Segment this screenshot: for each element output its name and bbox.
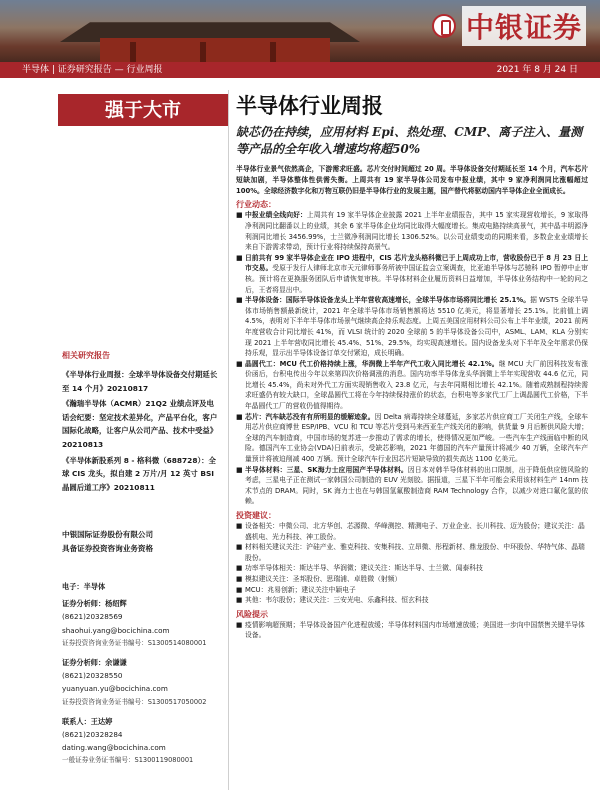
- bullet-icon: ■: [236, 620, 243, 629]
- analyst-cert: 一般证券业务证书编号：S1300119080001: [62, 756, 194, 765]
- analyst-name: 证券分析师：杨绍辉: [62, 599, 127, 609]
- contact-block: [62, 580, 222, 768]
- list-item: ■ 芯片：汽车缺芯没有有所明显的缓解迹象。因 Delta 病毒持续全球蔓延，多家芯片供应商工厂关闭生产线，全球车用芯片供应商博世 ESP/IPB、VCU 和 TCU 等芯片受到马来西亚生产线关闭的影响，供货量 9 月后断供风险大增；全球的汽车制造商，中国市场的复苏进一步推动了需求的增长，使得情况更加严峻。一些汽车生产线面临中断的风险。德国汽车工业协会(VDA)日前表示，受缺芯影响，2021 年德国的汽车产量预计将减少 40 万辆，全球汽车产量预计将被迫削减 400 万辆。预计全球汽车行业因芯片短缺导致的损失高达 1100 亿美元。: [236, 412, 588, 464]
- list-item: ■ 其他：韦尔股份；建议关注：三安光电、乐鑫科技、恒玄科技: [236, 596, 429, 605]
- analyst-name: 证券分析师：余谦谦: [62, 658, 127, 668]
- analyst-email[interactable]: yuanyuan.yu@bocichina.com: [62, 684, 168, 694]
- rating-badge: 强于大市: [58, 94, 228, 126]
- main-content: [236, 82, 588, 641]
- firm-name: 中银国际证券股份有限公司: [62, 530, 154, 539]
- bullet-icon: ■: [236, 522, 243, 531]
- industry-dynamics-heading: 行业动态：: [236, 200, 276, 210]
- related-report-item[interactable]: 《瀚瑞半导体（ACMR）21Q2 业绩点评及电话会纪要：坚定技术差异化，产品平台化，客户国际化战略，让客户从公司产品、技术中受益》20210813: [62, 399, 218, 449]
- bullet-icon: ■: [236, 564, 243, 573]
- firm-info: [62, 528, 222, 556]
- list-item: ■ 半导体材料：三星、SK海力士应用国产半导体材料。因日本对韩半导体材料的出口限制，出于降低供应链风险的考虑，三星电子正在测试一家韩国公司制造的 EUV 光刻胶。据报道，三星下半年可能会采用该材料生产 14nm 技术节点的 DRAM。同时，SK 海力士也在与韩国氢氟酸制造商 RAM Technology 合作，以减少对进口氟化氢的依赖。: [236, 465, 589, 506]
- report-tag-strip: [0, 62, 600, 78]
- palace-pillar-graphic: [200, 42, 206, 62]
- analyst-email[interactable]: shaohui.yang@bocichina.com: [62, 625, 170, 635]
- list-item: ■ 材料相关建议关注：沪硅产业、雅克科技、安集科技、立昂微、彤程新材、鼎龙股份、中环股份、华特气体、晶瑞股份。: [236, 543, 585, 562]
- list-item: ■ 功率半导体相关：斯达半导、华润微；建议关注：斯达半导、士兰微、闻泰科技: [236, 564, 483, 573]
- company-logo: [432, 6, 586, 46]
- report-tag: 半导体 | 证券研究报告 — 行业周报: [22, 65, 163, 75]
- industry-dynamics-list: [236, 210, 588, 507]
- logo-text: 中银证券: [462, 6, 586, 46]
- report-title: 半导体行业周报: [236, 93, 383, 118]
- bullet-icon: ■: [236, 574, 243, 583]
- bullet-icon: ■: [236, 585, 243, 594]
- column-divider: [228, 90, 229, 790]
- palace-pillar-graphic: [130, 42, 136, 62]
- bullet-icon: ■: [236, 596, 243, 605]
- bullet-icon: ■: [236, 296, 243, 305]
- investment-suggestion-list: [236, 521, 588, 606]
- analyst-entry: [62, 597, 222, 650]
- analyst-phone: (8621)20328569: [62, 612, 123, 622]
- report-subtitle: 缺芯仍在持续，应用材料 Epi、热处理、CMP、离子注入、量测等产品的全年收入增速均将超50%: [236, 125, 583, 156]
- analyst-name: 联系人：王达婷: [62, 716, 113, 726]
- risk-heading: 风险提示: [236, 609, 268, 619]
- list-item: ■ 疫情影响超预期；半导体设备国产化进程放缓；半导体材料国内市场增速放缓；美国进一步向中国禁售关键半导体设备。: [236, 620, 585, 640]
- analyst-entry: [62, 656, 222, 709]
- header-banner: [0, 0, 600, 62]
- analyst-phone: (8621)20328550: [62, 671, 123, 681]
- report-summary: 半导体行业景气依然高企，下游需求旺盛。芯片交付时间超过 20 周。半导体设备交付期延长至 14 个月，汽车芯片短缺加剧，半导体整体性供需失衡。上周共有 19 家半导体公司发布中报业绩，其中 9 家净利润同比涨幅超过 100%。全球经济数字化和万物互联仍旧是半导体行业的发展主题，国产替代将驱动国内半导体企业全面成长。: [236, 165, 588, 195]
- analyst-entry: [62, 715, 222, 768]
- bullet-icon: ■: [236, 253, 243, 262]
- analyst-cert: 证券投资咨询业务证书编号：S1300517050002: [62, 697, 207, 706]
- palace-pillar-graphic: [270, 42, 276, 62]
- investment-suggestion-heading: 投资建议：: [236, 511, 276, 521]
- list-item: ■ 半导体设备：国际半导体设备龙头上半年营收高速增长，全球半导体市场将同比增长 25.1%。据 WSTS 全球半导体市场销售额最新统计，2021 年全球半导体市场销售额将达 5510 亿美元，将显著增长 25.1%。比前值上调 4.5%，表明对下半年半导体市场景气继续高企持乐观态度。上周五美国应用材料公司公布上半年业绩，2021 前两年度营收合计同比增长 41%，而 VLSI 统计的 2020 全球前 5 的半导体设备公司中，ASML、LAM、KLA 分别实现 2021 上半年营收同比增长 45.4%、51%、29.5%，均实现高速增长。国内设备龙头对下半年及全年需求仍保持乐观，显示出半导体设备订单交付紧迫，成长明确。: [236, 296, 588, 358]
- analyst-email[interactable]: dating.wang@bocichina.com: [62, 743, 166, 753]
- list-item: ■ 设备相关：中微公司、北方华创、芯源微、华峰测控、精测电子、万业企业、长川科技、迈为股份；建议关注：晶盛机电、光力科技、神工股份。: [236, 522, 585, 541]
- list-item: ■ 晶圆代工：MCU 代工价格持续上涨，华润微上半年产代工收入同比增长 42.1%。继 MCU 大厂前因科技发布涨价函后，台积电传出今年以来第四次价格调涨的消息。国内功率半导体龙头华润微上半年实现营收 44.6 亿元，同比增长 45.4%，尚未对外代工方面实现销售收入 23.8 亿元，与去年同期相比增长 42.1%。随着成熟制程持续需求旺盛仍有较大缺口，全球晶圆代工将在今年持续保持涨价的状态，台积电等多家代工厂上调晶圆代工价格，下半年晶圆代工厂的营收仍值得期待。: [236, 359, 588, 411]
- boc-logo-icon: [432, 14, 456, 38]
- bullet-icon: ■: [236, 211, 243, 220]
- related-reports-heading: 相关研究报告: [62, 351, 110, 360]
- related-report-item[interactable]: 《半导体新股系列 8 - 格科微（688728）：全球 CIS 龙头，拟自建 2 万片/月 12 英寸 BSI 晶圆后道工序》20210811: [62, 455, 216, 492]
- bullet-icon: ■: [236, 412, 243, 421]
- analyst-phone: (8621)20328284: [62, 730, 123, 740]
- analyst-cert: 证券投资咨询业务证书编号：S1300514080001: [62, 638, 207, 647]
- bullet-icon: ■: [236, 465, 243, 474]
- firm-qualification: 具备证券投资咨询业务资格: [62, 544, 154, 553]
- risk-list: [236, 620, 588, 641]
- bullet-icon: ■: [236, 543, 243, 552]
- list-item: ■ 中报业绩全线向好：上周共有 19 家半导体企业披露 2021 上半年业绩报告，其中 15 家实现营收增长，9 家取得净利润同比翻番以上的业绩，其余 6 家半导体企业均同比取得大幅度增长。集成电路持续高景气，其中晶丰明源净利润同比增长 3456.99%，士兰微净利润同比增长 1306.52%。以公司业绩变动的同期来看，多数企业业绩增长来自下游需求带动，预计行业将持续保持高景气。: [236, 211, 588, 252]
- report-date: 2021 年 8 月 24 日: [496, 65, 578, 75]
- left-sidebar: [0, 82, 228, 800]
- bullet-icon: ■: [236, 359, 243, 368]
- related-reports-list: [62, 368, 220, 494]
- list-item: ■ MCU：兆易创新；建议关注中颖电子: [236, 585, 356, 594]
- related-report-item[interactable]: 《半导体行业周报：全球半导体设备交付期延长至 14 个月》20210817: [62, 370, 218, 393]
- list-item: ■ 模拟建议关注：圣邦股份、思瑞浦、卓胜微（射频）: [236, 574, 402, 583]
- sector-label: 电子：半导体: [62, 582, 106, 591]
- list-item: ■ 日前共有 99 家半导体企业在 IPO 进程中，CIS 芯片龙头格科微已于上周成功上市，营收股份已于 8 月 23 日上市交易。受原于发行人律师北京市天元律师事务所被中国证监会立案调查，比亚迪半导体与芯驰科 IPO 暂停中止审核。预计将在更换服务团队后申请恢复审核。半导体材料企业履历资料日益增加，半导体业务结构中一轮的问之后，王者将显出中。: [236, 253, 589, 294]
